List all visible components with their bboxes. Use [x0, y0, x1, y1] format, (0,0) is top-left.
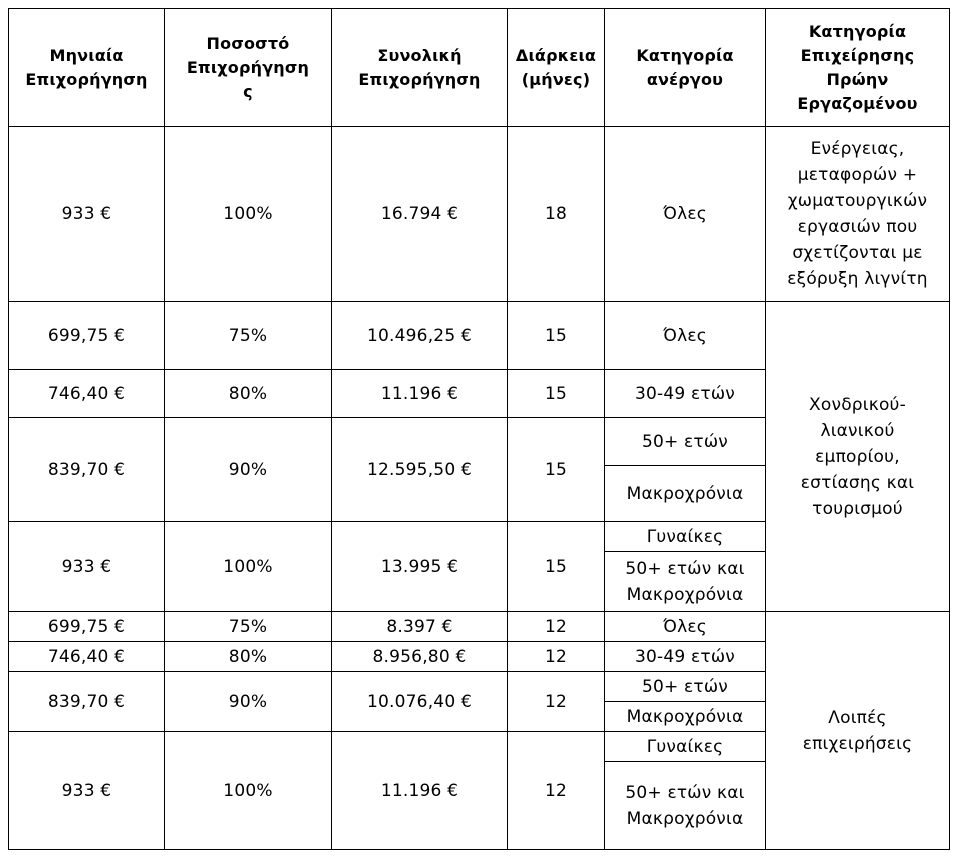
percent-cell: 75%	[165, 302, 332, 370]
business-category-cell: Ενέργειας, μεταφορών + χωματουργικών εργασιών που σχετίζονται με εξόρυξη λιγνίτη	[766, 127, 950, 302]
subsidy-table-container	[8, 8, 950, 850]
unemployed-category-cell: Όλες	[605, 612, 766, 642]
monthly-cell: 933 €	[9, 522, 165, 612]
header-unemployed-category: Κατηγορία ανέργου	[605, 9, 766, 127]
monthly-cell: 746,40 €	[9, 370, 165, 418]
duration-cell: 15	[508, 418, 605, 522]
subsidy-table	[8, 8, 950, 850]
unemployed-category-cell: Γυναίκες	[605, 732, 766, 762]
monthly-cell: 746,40 €	[9, 642, 165, 672]
total-cell: 8.956,80 €	[332, 642, 508, 672]
unemployed-category-cell: 50+ ετών	[605, 418, 766, 466]
total-cell: 12.595,50 €	[332, 418, 508, 522]
total-cell: 11.196 €	[332, 370, 508, 418]
total-cell: 10.076,40 €	[332, 672, 508, 732]
business-category-cell: Λοιπές επιχειρήσεις	[766, 612, 950, 850]
duration-cell: 15	[508, 522, 605, 612]
percent-cell: 90%	[165, 672, 332, 732]
unemployed-category-cell: Μακροχρόνια	[605, 702, 766, 732]
unemployed-category-cell: 30-49 ετών	[605, 370, 766, 418]
duration-cell: 12	[508, 612, 605, 642]
unemployed-category-cell: Μακροχρόνια	[605, 466, 766, 522]
percent-cell: 80%	[165, 370, 332, 418]
header-total: Συνολική Επιχορήγηση	[332, 9, 508, 127]
duration-cell: 12	[508, 732, 605, 850]
unemployed-category-cell: Όλες	[605, 302, 766, 370]
header-business-category: Κατηγορία Επιχείρησης Πρώην Εργαζομένου	[766, 9, 950, 127]
total-cell: 13.995 €	[332, 522, 508, 612]
unemployed-category-cell: 50+ ετών και Μακροχρόνια	[605, 762, 766, 850]
percent-cell: 80%	[165, 642, 332, 672]
unemployed-category-cell: 50+ ετών και Μακροχρόνια	[605, 552, 766, 612]
total-cell: 11.196 €	[332, 732, 508, 850]
header-duration: Διάρκεια (μήνες)	[508, 9, 605, 127]
monthly-cell: 933 €	[9, 127, 165, 302]
total-cell: 8.397 €	[332, 612, 508, 642]
monthly-cell: 933 €	[9, 732, 165, 850]
percent-cell: 100%	[165, 127, 332, 302]
table-row	[9, 302, 950, 370]
total-cell: 16.794 €	[332, 127, 508, 302]
duration-cell: 12	[508, 672, 605, 732]
duration-cell: 15	[508, 302, 605, 370]
header-monthly: Μηνιαία Επιχορήγηση	[9, 9, 165, 127]
duration-cell: 12	[508, 642, 605, 672]
monthly-cell: 699,75 €	[9, 302, 165, 370]
table-row	[9, 127, 950, 302]
duration-cell: 15	[508, 370, 605, 418]
total-cell: 10.496,25 €	[332, 302, 508, 370]
header-percent: Ποσοστό Επιχορήγηση ς	[165, 9, 332, 127]
monthly-cell: 839,70 €	[9, 418, 165, 522]
table-row	[9, 612, 950, 642]
business-category-cell: Χονδρικού- λιανικού εμπορίου, εστίασης και τουρισμού	[766, 302, 950, 612]
duration-cell: 18	[508, 127, 605, 302]
header-row	[9, 9, 950, 127]
percent-cell: 100%	[165, 732, 332, 850]
percent-cell: 90%	[165, 418, 332, 522]
unemployed-category-cell: Γυναίκες	[605, 522, 766, 552]
monthly-cell: 699,75 €	[9, 612, 165, 642]
monthly-cell: 839,70 €	[9, 672, 165, 732]
unemployed-category-cell: 50+ ετών	[605, 672, 766, 702]
percent-cell: 75%	[165, 612, 332, 642]
unemployed-category-cell: 30-49 ετών	[605, 642, 766, 672]
unemployed-category-cell: Όλες	[605, 127, 766, 302]
percent-cell: 100%	[165, 522, 332, 612]
